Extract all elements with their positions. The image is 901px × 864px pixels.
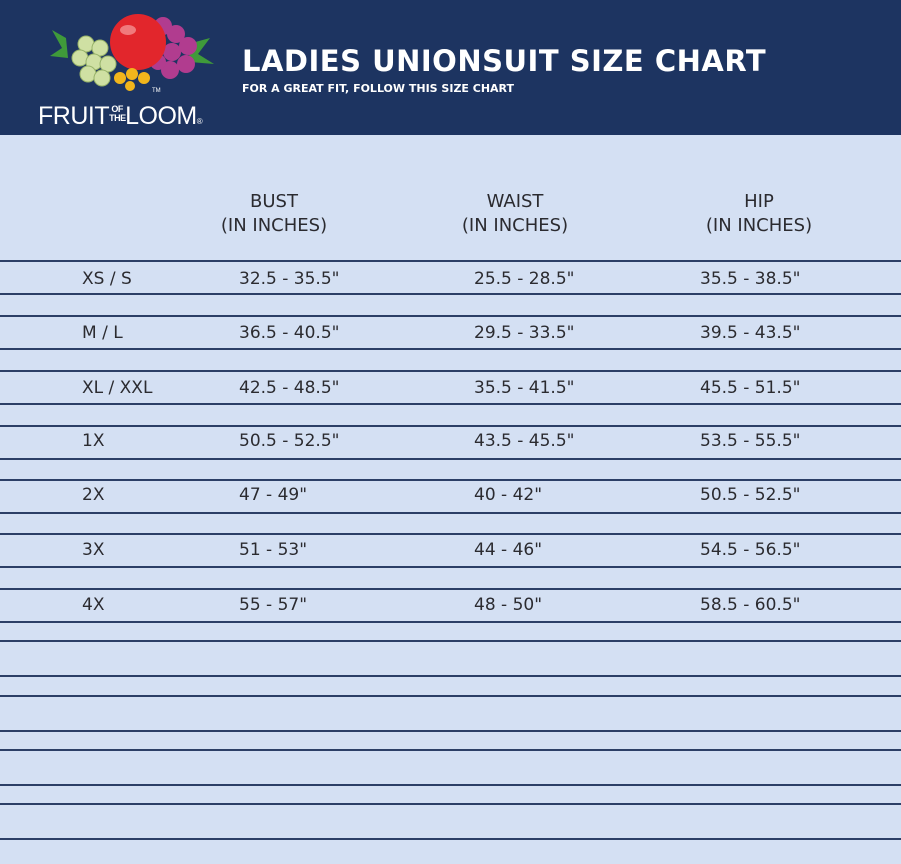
row-divider [0, 370, 901, 372]
hip-value: 54.5 - 56.5" [700, 540, 801, 560]
hip-value: 50.5 - 52.5" [700, 485, 801, 505]
waist-value: 25.5 - 28.5" [474, 269, 575, 289]
row-divider [0, 403, 901, 405]
fruit-cluster-logo-icon [48, 8, 218, 98]
column-header-bust [164, 190, 384, 238]
column-label: BUST [250, 191, 298, 212]
row-divider [0, 621, 901, 623]
row-divider [0, 803, 901, 805]
column-unit: (IN INCHES) [220, 215, 328, 236]
row-divider [0, 588, 901, 590]
row-divider [0, 784, 901, 786]
hip-value: 45.5 - 51.5" [700, 378, 801, 398]
waist-value: 48 - 50" [474, 595, 543, 615]
row-divider [0, 730, 901, 732]
bust-value: 50.5 - 52.5" [239, 431, 340, 451]
row-divider [0, 260, 901, 262]
waist-value: 35.5 - 41.5" [474, 378, 575, 398]
row-divider [0, 479, 901, 481]
trademark-tm: TM [152, 88, 161, 94]
hip-value: 39.5 - 43.5" [700, 323, 801, 343]
size-label: 4X [82, 595, 105, 615]
page-title: LADIES UNIONSUIT SIZE CHART [242, 44, 767, 78]
column-unit: (IN INCHES) [705, 215, 813, 236]
row-divider [0, 348, 901, 350]
brand-wordmark [38, 102, 228, 131]
hip-value: 35.5 - 38.5" [700, 269, 801, 289]
waist-value: 44 - 46" [474, 540, 543, 560]
row-divider [0, 566, 901, 568]
row-divider [0, 640, 901, 642]
column-unit: (IN INCHES) [461, 215, 569, 236]
brand-part-loom: LOOM [125, 102, 197, 130]
size-label: XL / XXL [82, 378, 153, 398]
brand-part-the: THE [109, 113, 126, 123]
brand-part-of: OF [111, 104, 123, 114]
waist-value: 40 - 42" [474, 485, 543, 505]
waist-value: 29.5 - 33.5" [474, 323, 575, 343]
size-label: XS / S [82, 269, 132, 289]
row-divider [0, 512, 901, 514]
bust-value: 51 - 53" [239, 540, 308, 560]
bust-value: 42.5 - 48.5" [239, 378, 340, 398]
row-divider [0, 695, 901, 697]
column-header-hip [649, 190, 869, 238]
row-divider [0, 293, 901, 295]
bust-value: 47 - 49" [239, 485, 308, 505]
waist-value: 43.5 - 45.5" [474, 431, 575, 451]
column-label: WAIST [486, 191, 544, 212]
row-divider [0, 458, 901, 460]
row-divider [0, 425, 901, 427]
hip-value: 58.5 - 60.5" [700, 595, 801, 615]
header-banner [0, 0, 901, 135]
size-label: 1X [82, 431, 105, 451]
page-subtitle: FOR A GREAT FIT, FOLLOW THIS SIZE CHART [242, 82, 515, 95]
row-divider [0, 838, 901, 840]
row-divider [0, 315, 901, 317]
bust-value: 32.5 - 35.5" [239, 269, 340, 289]
bust-value: 36.5 - 40.5" [239, 323, 340, 343]
column-label: HIP [744, 191, 774, 212]
row-divider [0, 749, 901, 751]
column-header-waist [405, 190, 625, 238]
size-label: M / L [82, 323, 123, 343]
brand-part-of-the [109, 105, 125, 123]
brand-logo [38, 8, 228, 130]
bust-value: 55 - 57" [239, 595, 308, 615]
hip-value: 53.5 - 55.5" [700, 431, 801, 451]
row-divider [0, 533, 901, 535]
brand-registered-mark: ® [196, 117, 203, 126]
size-label: 3X [82, 540, 105, 560]
row-divider [0, 675, 901, 677]
brand-part-fruit: FRUIT [38, 102, 110, 130]
size-label: 2X [82, 485, 105, 505]
